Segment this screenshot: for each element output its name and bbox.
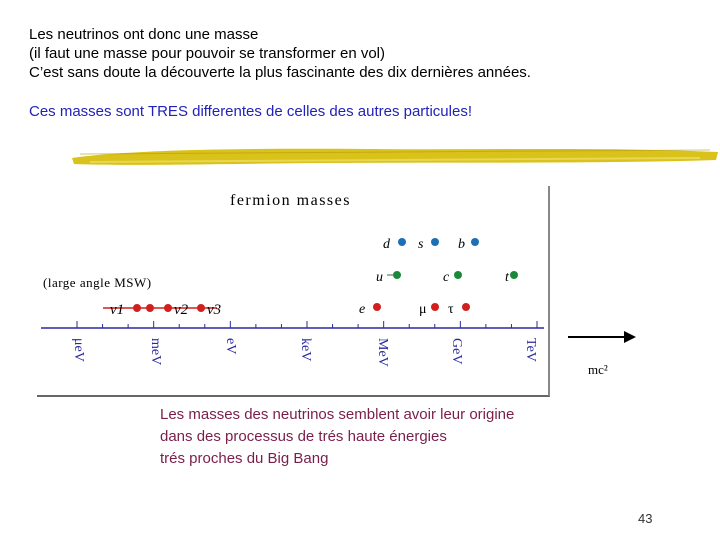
neutrino-2-dot (164, 304, 172, 312)
quark-t-label: t (505, 270, 509, 285)
quark-u-label: u (376, 270, 383, 285)
neutrino-3-label: ν3 (207, 302, 222, 318)
unit-label-keV: keV (298, 338, 313, 362)
lepton-tau-label: τ (448, 302, 454, 317)
quark-c-dot (454, 271, 462, 279)
intro-line-3: C’est sans doute la découverte la plus fascinante des dix dernières années. (29, 64, 531, 81)
msw-label: (large angle MSW) (43, 275, 152, 290)
figure-title: fermion masses (230, 192, 351, 209)
lepton-tau-dot (462, 303, 470, 311)
quark-c-label: c (443, 270, 450, 285)
unit-label-GeV: GeV (449, 338, 464, 365)
quark-d-label: d (383, 237, 390, 252)
lepton-e-label: e (359, 302, 366, 317)
subheading: Ces masses sont TRES differentes de celles des autres particules! (29, 103, 472, 120)
mass-axis-ticks (77, 321, 537, 328)
lepton-mu-dot (431, 303, 439, 311)
quark-t-dot (510, 271, 518, 279)
unit-label-meV: meV (148, 338, 163, 366)
lepton-mu-label: μ (419, 302, 427, 317)
quark-u-dot (393, 271, 401, 279)
note-text (160, 404, 514, 470)
note-line-1: Les masses des neutrinos semblent avoir leur origine (160, 406, 515, 423)
unit-label-MeV: MeV (375, 338, 390, 367)
lepton-e-dot (373, 303, 381, 311)
intro-line-2: (il faut une masse pour pouvoir se transformer en vol) (29, 45, 385, 62)
yellow-brush-divider (70, 140, 720, 170)
quark-s-dot (431, 238, 439, 246)
quark-b-label: b (458, 237, 465, 252)
quark-b-dot (471, 238, 479, 246)
quark-d-dot (398, 238, 406, 246)
page-number: 43 (638, 511, 653, 526)
fermion-masses-figure (37, 186, 550, 397)
neutrino-1-dot (133, 304, 141, 312)
unit-label-ueV: μeV (71, 338, 86, 362)
mass-arrow-icon (566, 328, 638, 346)
neutrino-1-dot-b (146, 304, 154, 312)
unit-label-TeV: TeV (523, 338, 538, 362)
unit-label-eV: eV (223, 338, 238, 355)
note-line-3: trés proches du Big Bang (160, 450, 329, 467)
axis-caption: mc² (588, 362, 608, 377)
intro-text (29, 25, 531, 82)
note-line-2: dans des processus de trés haute énergies (160, 428, 447, 445)
neutrino-1-label: ν1 (110, 302, 125, 318)
quark-s-label: s (418, 237, 424, 252)
intro-line-1: Les neutrinos ont donc une masse (29, 26, 259, 43)
neutrino-2-label: ν2 (174, 302, 189, 318)
neutrino-3-dot (197, 304, 205, 312)
